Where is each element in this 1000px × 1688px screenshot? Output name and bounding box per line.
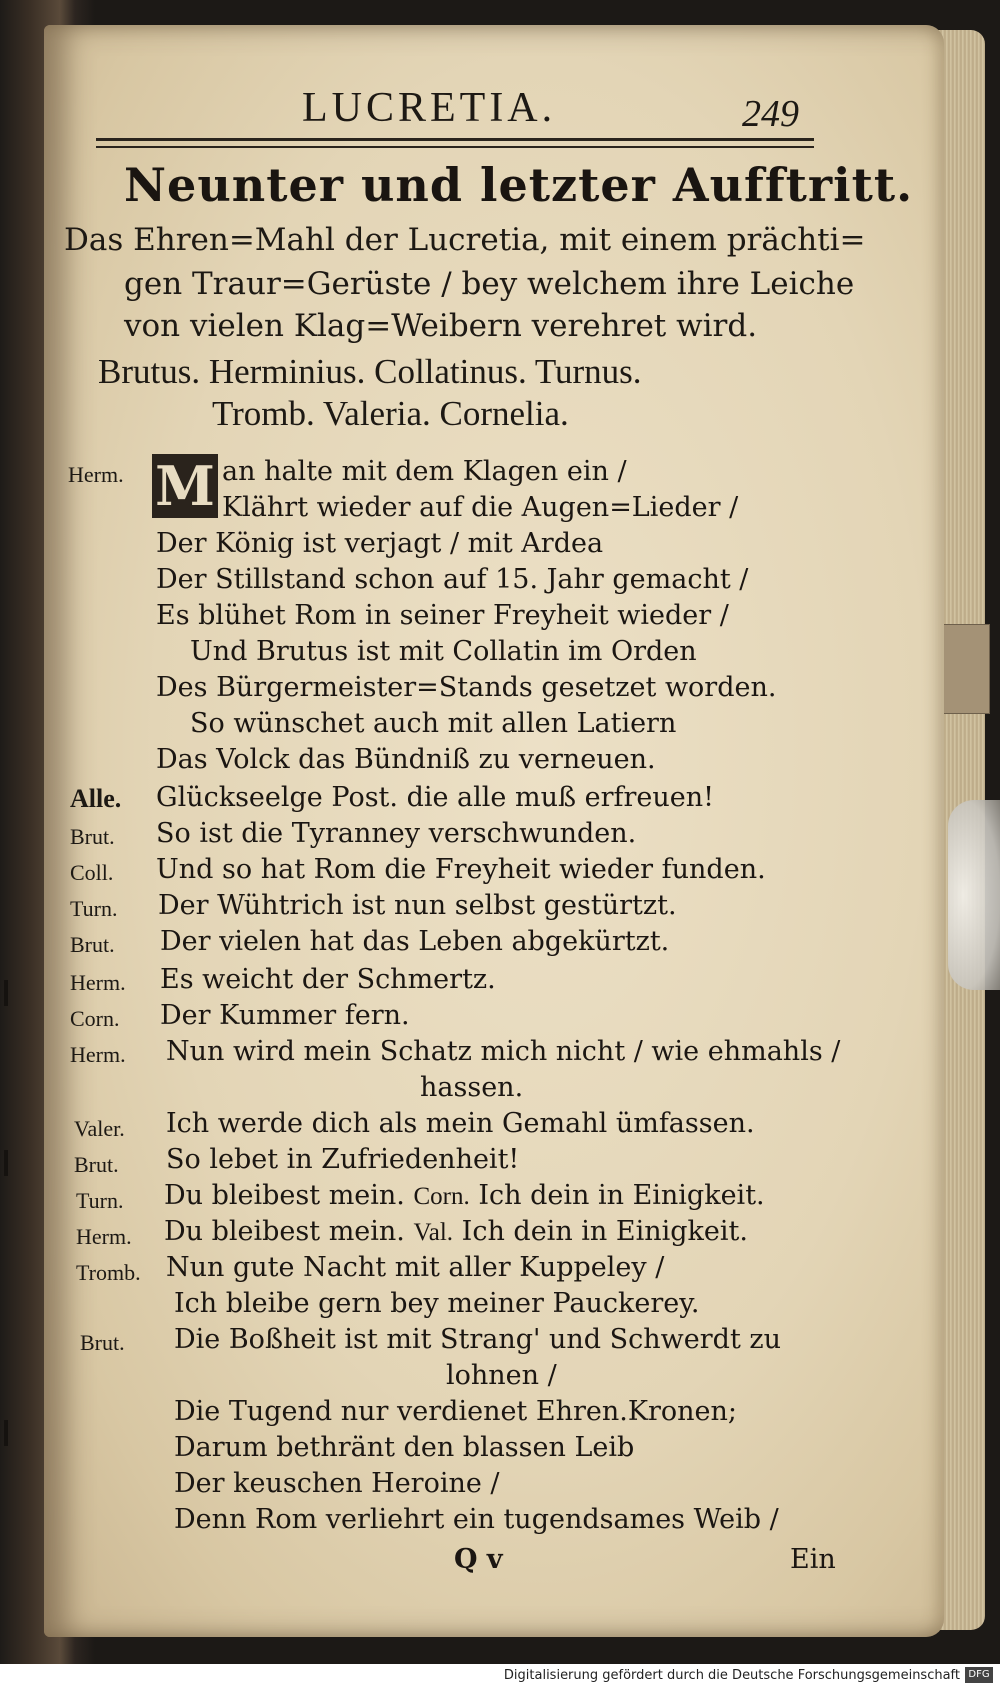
dialogue-line: Glückseelge Post. die alle muß erfreuen!: [156, 782, 714, 813]
speaker-label: Coll.: [70, 860, 114, 885]
scene-description-line: gen Traur=Gerüste / bey welchem ihre Leiche: [124, 266, 855, 302]
dialogue-text: Du bleibest mein.: [164, 1216, 405, 1247]
dialogue-line: Der Kummer fern.: [160, 1000, 410, 1031]
catchword: Ein: [790, 1544, 836, 1575]
dialogue-line: Denn Rom verliehrt ein tugendsames Weib /: [174, 1504, 779, 1535]
cast-list-line: Brutus. Herminius. Collatinus. Turnus.: [98, 352, 642, 391]
dialogue-line: Der keuschen Heroine /: [174, 1468, 500, 1499]
aside-speaker: Val.: [413, 1219, 454, 1246]
dialogue-line: Klährt wieder auf die Augen=Lieder /: [222, 492, 739, 523]
dialogue-line: So ist die Tyranney verschwunden.: [156, 818, 637, 849]
speaker-label: Turn.: [70, 896, 118, 921]
speaker-label: Brut.: [70, 824, 115, 849]
cast-list-line: Tromb. Valeria. Cornelia.: [212, 394, 569, 433]
speaker-label: Brut.: [80, 1330, 125, 1355]
dialogue-text: Du bleibest mein.: [164, 1180, 405, 1211]
speaker-label: Herm.: [70, 970, 126, 995]
dialogue-line: Es weicht der Schmertz.: [160, 964, 496, 995]
header-rule-thin: [96, 146, 814, 148]
dialogue-line: Darum bethränt den blassen Leib: [174, 1432, 635, 1463]
signature-mark: Q v: [454, 1544, 503, 1575]
dialogue-line: [164, 1180, 765, 1211]
running-title: LUCRETIA.: [302, 85, 557, 131]
dfg-logo-icon: DFG: [965, 1667, 993, 1683]
dialogue-line: lohnen /: [446, 1360, 557, 1391]
dialogue-line: Ich bleibe gern bey meiner Pauckerey.: [174, 1288, 700, 1319]
bookmark-tab: [938, 624, 990, 714]
dialogue-line: Und so hat Rom die Freyheit wieder funden.: [156, 854, 766, 885]
digitization-notice: Digitalisierung gefördert durch die Deutsche Forschungsgemeinschaft: [503, 1668, 960, 1683]
speaker-label: Alle.: [70, 784, 122, 813]
dialogue-line: So lebet in Zufriedenheit!: [166, 1144, 520, 1175]
dialogue-line: Das Volck das Bündniß zu verneuen.: [156, 744, 656, 775]
dialogue-line: Die Boßheit ist mit Strang' und Schwerdt zu: [174, 1324, 782, 1355]
aside-text: Ich dein in Einigkeit.: [478, 1180, 765, 1211]
dialogue-line: Nun wird mein Schatz mich nicht / wie ehmahls /: [166, 1036, 841, 1067]
dialogue-line: an halte mit dem Klagen ein /: [222, 456, 627, 487]
binding-notch: [4, 980, 8, 1006]
dialogue-line: Es blühet Rom in seiner Freyheit wieder /: [156, 600, 729, 631]
speaker-label: Herm.: [76, 1224, 132, 1249]
dialogue-line: Die Tugend nur verdienet Ehren.Kronen;: [174, 1396, 738, 1427]
dialogue-line: So wünschet auch mit allen Latiern: [190, 708, 677, 739]
speaker-label: Tromb.: [76, 1260, 141, 1285]
speaker-label: Corn.: [70, 1006, 120, 1031]
page-clip: [948, 800, 1000, 990]
scene-title: Neunter und letzter Aufftritt.: [124, 158, 914, 212]
header-rule: [96, 138, 814, 141]
speaker-label: Turn.: [76, 1188, 124, 1213]
binding-notch: [4, 1150, 8, 1176]
dialogue-line: Der Wühtrich ist nun selbst gestürtzt.: [158, 890, 677, 921]
aside-text: Ich dein in Einigkeit.: [461, 1216, 748, 1247]
scene-description-line: von vielen Klag=Weibern verehret wird.: [124, 308, 758, 344]
binding-notch: [4, 1420, 8, 1446]
scene-description-line: Das Ehren=Mahl der Lucretia, mit einem prächti=: [64, 222, 866, 258]
page-number: 249: [742, 93, 799, 135]
dialogue-line: Des Bürgermeister=Stands gesetzet worden.: [156, 672, 777, 703]
drop-capital: M: [152, 454, 218, 518]
dialogue-line: hassen.: [420, 1072, 524, 1103]
speaker-label: Herm.: [68, 462, 124, 487]
aside-speaker: Corn.: [413, 1183, 470, 1210]
dialogue-line: Der Stillstand schon auf 15. Jahr gemacht /: [156, 564, 749, 595]
speaker-label: Brut.: [74, 1152, 119, 1177]
dialogue-line: [164, 1216, 748, 1247]
dialogue-line: Und Brutus ist mit Collatin im Orden: [190, 636, 697, 667]
dialogue-line: Ich werde dich als mein Gemahl ümfassen.: [166, 1108, 755, 1139]
dialogue-line: Der vielen hat das Leben abgekürtzt.: [160, 926, 670, 957]
speaker-label: Brut.: [70, 932, 115, 957]
dialogue-line: Nun gute Nacht mit aller Kuppeley /: [166, 1252, 665, 1283]
speaker-label: Valer.: [74, 1116, 125, 1141]
speaker-label: Herm.: [70, 1042, 126, 1067]
dialogue-line: Der König ist verjagt / mit Ardea: [156, 528, 604, 559]
